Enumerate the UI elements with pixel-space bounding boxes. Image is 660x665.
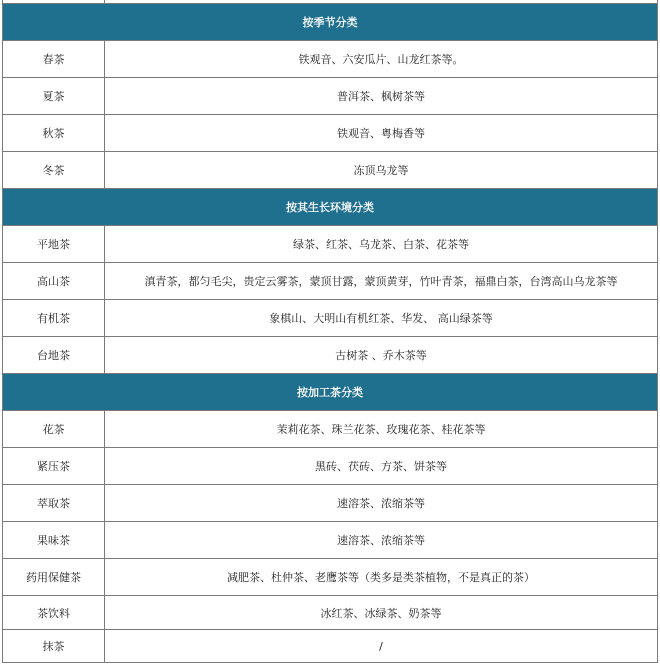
section-title: 按加工茶分类 <box>297 386 363 399</box>
section-title: 按其生长环境分类 <box>286 201 374 214</box>
table-row <box>3 522 657 559</box>
section-header <box>3 374 657 411</box>
table-row <box>3 263 657 300</box>
table-row <box>3 152 657 189</box>
section-header <box>3 4 657 41</box>
table-row <box>3 630 657 663</box>
row-name: 夏茶 <box>3 78 105 114</box>
table-row <box>3 226 657 263</box>
row-value: 铁观音、粤梅香等 <box>337 127 425 140</box>
row-value: 古树茶 、乔木茶等 <box>335 349 427 362</box>
row-value: 象棋山、大明山有机红茶、华发、 高山绿茶等 <box>269 312 493 325</box>
table-row <box>3 115 657 152</box>
row-name: 平地茶 <box>3 226 105 262</box>
row-name: 抹茶 <box>3 630 105 662</box>
row-value: 速溶茶、浓缩茶等 <box>337 534 425 547</box>
tea-classification-table <box>2 0 658 663</box>
table-row <box>3 41 657 78</box>
section-title: 按季节分类 <box>302 16 358 29</box>
section-header <box>3 189 657 226</box>
table-row <box>3 337 657 374</box>
row-value: 普洱茶、枫树茶等 <box>337 90 425 103</box>
table-row <box>3 78 657 115</box>
table-row <box>3 411 657 448</box>
row-name: 冬茶 <box>3 152 105 188</box>
partial-cell <box>3 0 105 3</box>
row-name: 萃取茶 <box>3 485 105 521</box>
row-name: 茶饮料 <box>3 596 105 629</box>
row-name: 紧压茶 <box>3 448 105 484</box>
row-value: 速溶茶、浓缩茶等 <box>337 497 425 510</box>
row-value: 冻顶乌龙等 <box>353 164 409 177</box>
table-row <box>3 559 657 596</box>
table-row <box>3 596 657 630</box>
row-value: 绿茶、红茶、乌龙茶、白茶、花茶等 <box>293 238 469 251</box>
row-value: 冰红茶、冰绿茶、奶茶等 <box>320 606 442 620</box>
table-row <box>3 485 657 522</box>
table-row <box>3 448 657 485</box>
table-row <box>3 300 657 337</box>
row-name: 春茶 <box>3 41 105 77</box>
row-name: 台地茶 <box>3 337 105 373</box>
row-value: 铁观音、六安瓜片、山龙红茶等。 <box>298 53 464 66</box>
row-name: 药用保健茶 <box>3 559 105 595</box>
row-value: / <box>379 639 383 653</box>
row-name: 果味茶 <box>3 522 105 558</box>
row-value: 减肥茶、杜仲茶、老鹰茶等（类多是类茶植物，不是真正的茶） <box>227 571 535 584</box>
row-value: 黑砖、茯砖、方茶、饼茶等 <box>315 460 447 473</box>
row-value: 茉莉花茶、珠兰花茶、玫瑰花茶、桂花茶等 <box>276 423 486 436</box>
row-name: 花茶 <box>3 411 105 447</box>
row-value: 滇青茶，都匀毛尖，贵定云雾茶，蒙顶甘露，蒙顶黄芽，竹叶青茶，福鼎白茶，台湾高山乌龙茶等 <box>144 275 618 288</box>
row-name: 高山茶 <box>3 263 105 299</box>
row-name: 秋茶 <box>3 115 105 151</box>
row-name: 有机茶 <box>3 300 105 336</box>
